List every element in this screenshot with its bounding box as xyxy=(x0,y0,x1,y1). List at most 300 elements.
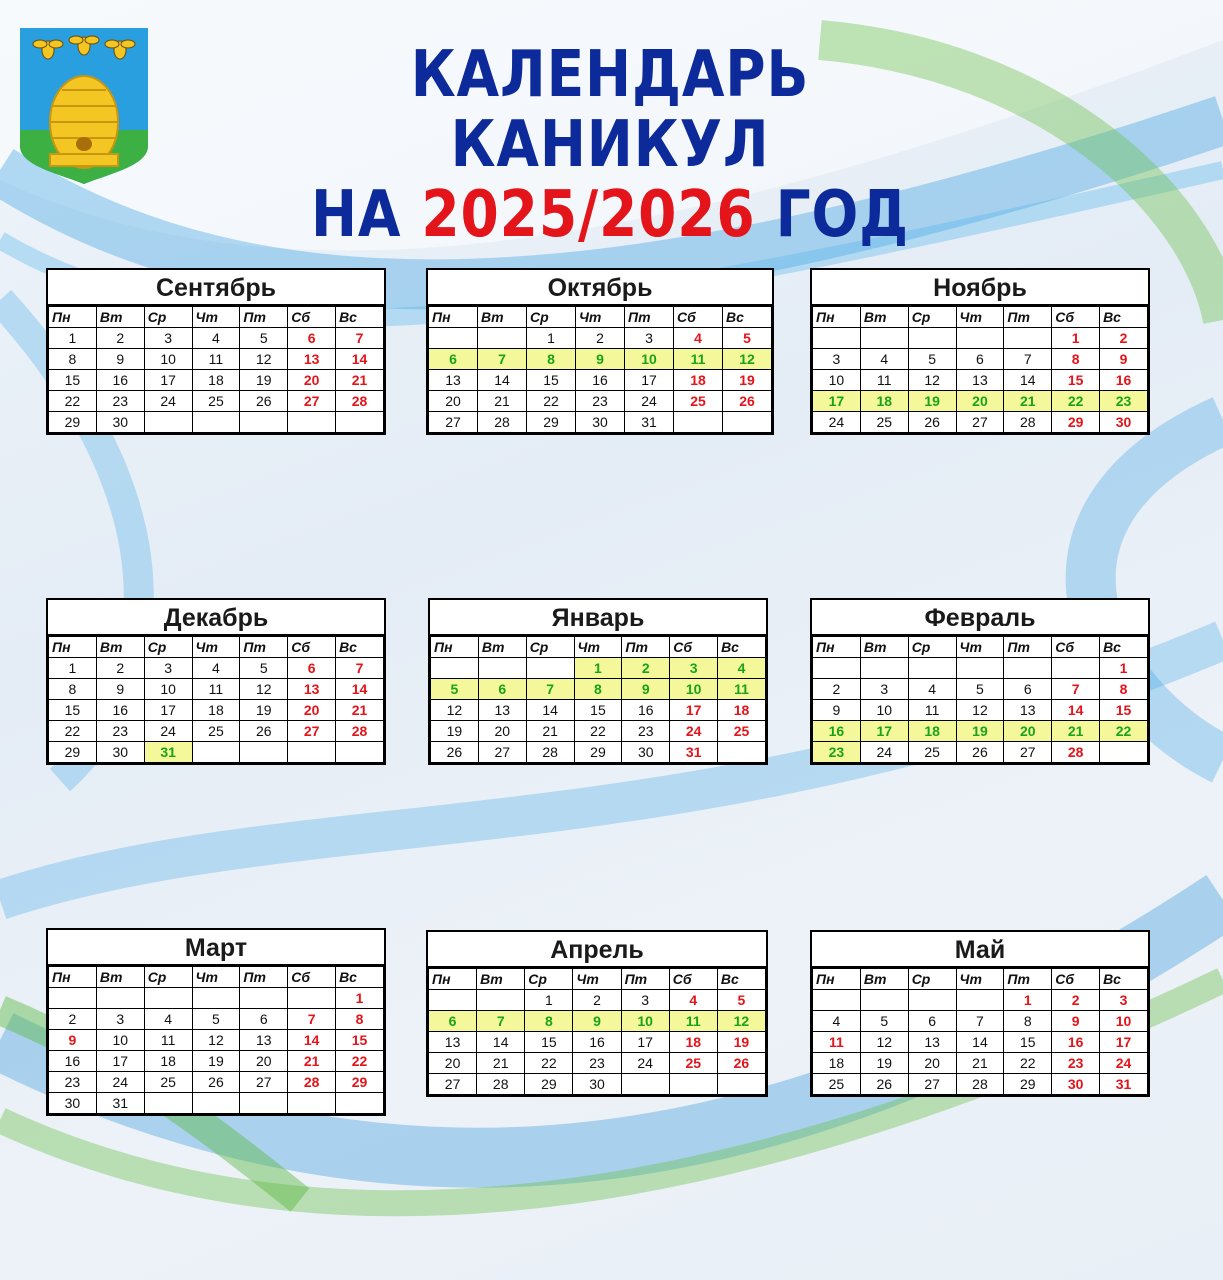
day-cell: 19 xyxy=(240,370,288,391)
day-cell: 23 xyxy=(1052,1053,1100,1074)
week-row xyxy=(49,349,384,370)
month-grid xyxy=(812,636,1148,763)
day-cell: 27 xyxy=(429,412,478,433)
day-cell: 25 xyxy=(674,391,723,412)
weekday-header: Ср xyxy=(144,637,192,658)
day-cell: 9 xyxy=(622,679,670,700)
day-cell xyxy=(1100,742,1148,763)
day-cell: 11 xyxy=(908,700,956,721)
weekday-header: Вс xyxy=(336,307,384,328)
day-cell: 11 xyxy=(192,349,240,370)
weekday-header: Ср xyxy=(526,637,574,658)
day-cell: 7 xyxy=(478,349,527,370)
day-cell: 4 xyxy=(144,1009,192,1030)
day-cell: 21 xyxy=(336,370,384,391)
day-cell xyxy=(477,990,525,1011)
day-cell: 27 xyxy=(240,1072,288,1093)
week-row xyxy=(49,721,384,742)
day-cell: 13 xyxy=(429,370,478,391)
month-name: Сентябрь xyxy=(48,270,384,306)
day-cell xyxy=(192,1093,240,1114)
day-cell xyxy=(860,328,908,349)
day-cell xyxy=(1004,658,1052,679)
day-cell: 24 xyxy=(144,721,192,742)
day-cell xyxy=(144,412,192,433)
day-cell xyxy=(192,988,240,1009)
day-cell: 7 xyxy=(956,1011,1004,1032)
day-cell: 27 xyxy=(288,391,336,412)
day-cell xyxy=(813,328,861,349)
day-cell: 27 xyxy=(1004,742,1052,763)
day-cell: 5 xyxy=(908,349,956,370)
day-cell: 16 xyxy=(622,700,670,721)
day-cell: 19 xyxy=(192,1051,240,1072)
month-name: Октябрь xyxy=(428,270,772,306)
day-cell: 24 xyxy=(625,391,674,412)
day-cell: 1 xyxy=(525,990,573,1011)
weekday-header: Пн xyxy=(429,307,478,328)
week-row xyxy=(431,721,766,742)
week-row xyxy=(431,700,766,721)
day-cell: 11 xyxy=(718,679,766,700)
day-cell: 16 xyxy=(96,370,144,391)
weekday-header: Ср xyxy=(525,969,573,990)
day-cell: 22 xyxy=(336,1051,384,1072)
day-cell xyxy=(240,742,288,763)
day-cell xyxy=(526,658,574,679)
day-cell: 27 xyxy=(478,742,526,763)
day-cell: 7 xyxy=(336,328,384,349)
day-cell: 9 xyxy=(96,679,144,700)
weekday-header: Вт xyxy=(860,969,908,990)
week-row xyxy=(813,658,1148,679)
day-cell: 26 xyxy=(908,412,956,433)
day-cell: 21 xyxy=(477,1053,525,1074)
weekday-header: Сб xyxy=(1052,307,1100,328)
day-cell: 26 xyxy=(431,742,479,763)
day-cell: 21 xyxy=(526,721,574,742)
month-grid xyxy=(48,636,384,763)
day-cell: 10 xyxy=(621,1011,669,1032)
weekday-header: Ср xyxy=(908,307,956,328)
day-cell: 26 xyxy=(860,1074,908,1095)
day-cell: 10 xyxy=(1100,1011,1148,1032)
day-cell: 12 xyxy=(908,370,956,391)
weekday-header: Чт xyxy=(573,969,621,990)
day-cell: 2 xyxy=(573,990,621,1011)
month-grid xyxy=(428,968,766,1095)
day-cell: 27 xyxy=(908,1074,956,1095)
day-cell xyxy=(192,412,240,433)
day-cell: 26 xyxy=(717,1053,765,1074)
week-row xyxy=(813,412,1148,433)
day-cell: 22 xyxy=(1052,391,1100,412)
day-cell: 25 xyxy=(908,742,956,763)
day-cell: 3 xyxy=(670,658,718,679)
day-cell: 1 xyxy=(1052,328,1100,349)
title-prefix: НА xyxy=(310,178,422,252)
day-cell: 2 xyxy=(1052,990,1100,1011)
day-cell xyxy=(478,658,526,679)
day-cell: 17 xyxy=(1100,1032,1148,1053)
day-cell: 17 xyxy=(670,700,718,721)
day-cell: 3 xyxy=(144,658,192,679)
day-cell: 15 xyxy=(574,700,622,721)
day-cell: 30 xyxy=(96,412,144,433)
day-cell xyxy=(813,990,861,1011)
day-cell: 23 xyxy=(813,742,861,763)
day-cell: 6 xyxy=(478,679,526,700)
day-cell: 14 xyxy=(1052,700,1100,721)
day-cell xyxy=(336,742,384,763)
day-cell: 28 xyxy=(478,412,527,433)
day-cell: 30 xyxy=(96,742,144,763)
day-cell xyxy=(336,1093,384,1114)
day-cell xyxy=(192,742,240,763)
weekday-header: Вт xyxy=(96,967,144,988)
day-cell: 7 xyxy=(1004,349,1052,370)
day-cell: 2 xyxy=(813,679,861,700)
week-row xyxy=(49,1072,384,1093)
day-cell: 27 xyxy=(429,1074,477,1095)
day-cell: 13 xyxy=(288,349,336,370)
day-cell: 24 xyxy=(96,1072,144,1093)
day-cell: 23 xyxy=(576,391,625,412)
day-cell: 13 xyxy=(429,1032,477,1053)
day-cell: 20 xyxy=(956,391,1004,412)
day-cell: 29 xyxy=(49,412,97,433)
day-cell xyxy=(240,1093,288,1114)
day-cell: 28 xyxy=(288,1072,336,1093)
weekday-header: Вс xyxy=(723,307,772,328)
month-grid xyxy=(48,966,384,1114)
day-cell: 26 xyxy=(240,391,288,412)
day-cell xyxy=(144,988,192,1009)
day-cell: 1 xyxy=(1100,658,1148,679)
day-cell: 1 xyxy=(1004,990,1052,1011)
day-cell: 16 xyxy=(576,370,625,391)
page-title xyxy=(257,40,962,250)
week-row xyxy=(429,370,772,391)
month-calendar xyxy=(428,598,768,765)
day-cell: 11 xyxy=(192,679,240,700)
day-cell: 31 xyxy=(144,742,192,763)
day-cell: 14 xyxy=(336,349,384,370)
day-cell: 12 xyxy=(717,1011,765,1032)
day-cell: 18 xyxy=(860,391,908,412)
day-cell: 1 xyxy=(49,328,97,349)
day-cell: 2 xyxy=(49,1009,97,1030)
day-cell: 21 xyxy=(288,1051,336,1072)
title-year: 2025/2026 xyxy=(421,178,756,252)
day-cell xyxy=(288,1093,336,1114)
day-cell: 20 xyxy=(478,721,526,742)
day-cell: 4 xyxy=(192,328,240,349)
month-grid xyxy=(812,968,1148,1095)
week-row xyxy=(49,658,384,679)
day-cell: 10 xyxy=(813,370,861,391)
weekday-header: Пт xyxy=(240,967,288,988)
day-cell: 17 xyxy=(813,391,861,412)
weekday-header: Пн xyxy=(813,637,861,658)
weekday-header: Сб xyxy=(288,967,336,988)
day-cell: 17 xyxy=(621,1032,669,1053)
weekday-header: Вс xyxy=(1100,637,1148,658)
day-cell: 29 xyxy=(1052,412,1100,433)
day-cell: 16 xyxy=(96,700,144,721)
weekday-header: Пн xyxy=(49,967,97,988)
day-cell: 16 xyxy=(1052,1032,1100,1053)
day-cell: 3 xyxy=(1100,990,1148,1011)
day-cell: 23 xyxy=(96,721,144,742)
day-cell: 18 xyxy=(144,1051,192,1072)
weekday-header: Вт xyxy=(477,969,525,990)
month-grid xyxy=(430,636,766,763)
week-row xyxy=(429,1053,766,1074)
weekday-header: Вт xyxy=(96,307,144,328)
day-cell: 15 xyxy=(525,1032,573,1053)
day-cell: 20 xyxy=(288,700,336,721)
day-cell: 13 xyxy=(956,370,1004,391)
day-cell: 27 xyxy=(956,412,1004,433)
day-cell: 7 xyxy=(526,679,574,700)
day-cell: 28 xyxy=(336,391,384,412)
day-cell: 21 xyxy=(1052,721,1100,742)
day-cell: 16 xyxy=(1100,370,1148,391)
day-cell: 2 xyxy=(96,658,144,679)
day-cell: 5 xyxy=(240,328,288,349)
day-cell: 18 xyxy=(718,700,766,721)
day-cell: 28 xyxy=(1052,742,1100,763)
day-cell: 5 xyxy=(717,990,765,1011)
day-cell: 3 xyxy=(96,1009,144,1030)
day-cell xyxy=(723,412,772,433)
day-cell xyxy=(1052,658,1100,679)
day-cell: 24 xyxy=(860,742,908,763)
day-cell xyxy=(621,1074,669,1095)
day-cell: 31 xyxy=(670,742,718,763)
week-row xyxy=(431,679,766,700)
day-cell: 14 xyxy=(336,679,384,700)
day-cell: 3 xyxy=(813,349,861,370)
week-row xyxy=(429,990,766,1011)
day-cell: 28 xyxy=(336,721,384,742)
day-cell: 6 xyxy=(956,349,1004,370)
day-cell: 24 xyxy=(813,412,861,433)
day-cell: 24 xyxy=(670,721,718,742)
weekday-header: Пт xyxy=(625,307,674,328)
day-cell: 18 xyxy=(908,721,956,742)
day-cell: 16 xyxy=(813,721,861,742)
week-row xyxy=(49,412,384,433)
month-name: Май xyxy=(812,932,1148,968)
week-row xyxy=(813,1074,1148,1095)
day-cell: 30 xyxy=(49,1093,97,1114)
day-cell: 12 xyxy=(860,1032,908,1053)
day-cell xyxy=(956,658,1004,679)
day-cell: 10 xyxy=(670,679,718,700)
week-row xyxy=(49,1030,384,1051)
weekday-header: Чт xyxy=(192,967,240,988)
day-cell: 1 xyxy=(574,658,622,679)
day-cell: 8 xyxy=(336,1009,384,1030)
day-cell xyxy=(674,412,723,433)
weekday-header: Чт xyxy=(576,307,625,328)
day-cell: 19 xyxy=(240,700,288,721)
day-cell: 28 xyxy=(1004,412,1052,433)
weekday-header: Пн xyxy=(429,969,477,990)
day-cell: 14 xyxy=(526,700,574,721)
day-cell: 20 xyxy=(288,370,336,391)
weekday-header: Пт xyxy=(622,637,670,658)
month-calendar xyxy=(46,268,386,435)
day-cell: 16 xyxy=(49,1051,97,1072)
week-row xyxy=(429,412,772,433)
day-cell: 4 xyxy=(192,658,240,679)
day-cell: 23 xyxy=(622,721,670,742)
weekday-header: Вт xyxy=(96,637,144,658)
day-cell xyxy=(144,1093,192,1114)
day-cell: 15 xyxy=(1100,700,1148,721)
week-row xyxy=(49,328,384,349)
day-cell xyxy=(908,658,956,679)
week-row xyxy=(431,658,766,679)
week-row xyxy=(813,700,1148,721)
week-row xyxy=(813,391,1148,412)
day-cell: 20 xyxy=(240,1051,288,1072)
day-cell xyxy=(288,412,336,433)
week-row xyxy=(429,1032,766,1053)
week-row xyxy=(49,370,384,391)
day-cell: 31 xyxy=(625,412,674,433)
weekday-header: Ср xyxy=(144,967,192,988)
day-cell xyxy=(1004,328,1052,349)
day-cell: 10 xyxy=(144,349,192,370)
month-calendar xyxy=(426,930,768,1097)
weekday-header: Ср xyxy=(908,969,956,990)
day-cell: 20 xyxy=(908,1053,956,1074)
day-cell xyxy=(717,1074,765,1095)
day-cell: 26 xyxy=(240,721,288,742)
day-cell: 31 xyxy=(96,1093,144,1114)
day-cell: 16 xyxy=(573,1032,621,1053)
weekday-header: Вт xyxy=(860,637,908,658)
day-cell: 9 xyxy=(573,1011,621,1032)
week-row xyxy=(49,679,384,700)
day-cell: 25 xyxy=(192,721,240,742)
month-name: Апрель xyxy=(428,932,766,968)
title-suffix: ГОД xyxy=(755,178,910,252)
day-cell: 22 xyxy=(527,391,576,412)
day-cell: 5 xyxy=(240,658,288,679)
day-cell: 15 xyxy=(49,370,97,391)
day-cell: 22 xyxy=(525,1053,573,1074)
day-cell: 12 xyxy=(723,349,772,370)
weekday-header: Пн xyxy=(49,637,97,658)
day-cell: 21 xyxy=(1004,391,1052,412)
day-cell: 29 xyxy=(49,742,97,763)
month-grid xyxy=(48,306,384,433)
day-cell: 12 xyxy=(240,679,288,700)
day-cell xyxy=(860,658,908,679)
month-calendar xyxy=(810,268,1150,435)
day-cell: 8 xyxy=(1100,679,1148,700)
weekday-header: Ср xyxy=(908,637,956,658)
weekday-header: Вс xyxy=(717,969,765,990)
month-name: Ноябрь xyxy=(812,270,1148,306)
day-cell: 21 xyxy=(336,700,384,721)
day-cell: 3 xyxy=(621,990,669,1011)
day-cell: 10 xyxy=(144,679,192,700)
weekday-header: Чт xyxy=(574,637,622,658)
weekday-header: Вс xyxy=(1100,307,1148,328)
day-cell: 11 xyxy=(144,1030,192,1051)
week-row xyxy=(49,1093,384,1114)
day-cell: 29 xyxy=(527,412,576,433)
week-row xyxy=(813,349,1148,370)
day-cell: 13 xyxy=(1004,700,1052,721)
day-cell: 19 xyxy=(431,721,479,742)
day-cell: 21 xyxy=(956,1053,1004,1074)
day-cell: 9 xyxy=(96,349,144,370)
month-grid xyxy=(812,306,1148,433)
day-cell: 22 xyxy=(574,721,622,742)
day-cell: 19 xyxy=(908,391,956,412)
day-cell: 25 xyxy=(860,412,908,433)
day-cell: 27 xyxy=(288,721,336,742)
week-row xyxy=(813,328,1148,349)
week-row xyxy=(813,1053,1148,1074)
day-cell: 2 xyxy=(576,328,625,349)
weekday-header: Пт xyxy=(621,969,669,990)
day-cell: 29 xyxy=(336,1072,384,1093)
month-calendar xyxy=(46,928,386,1116)
day-cell: 12 xyxy=(240,349,288,370)
weekday-header: Пт xyxy=(240,637,288,658)
day-cell: 8 xyxy=(1052,349,1100,370)
week-row xyxy=(813,1011,1148,1032)
day-cell: 31 xyxy=(1100,1074,1148,1095)
day-cell: 23 xyxy=(96,391,144,412)
day-cell: 9 xyxy=(1052,1011,1100,1032)
day-cell: 3 xyxy=(144,328,192,349)
day-cell xyxy=(429,990,477,1011)
day-cell: 6 xyxy=(288,658,336,679)
weekday-header: Вс xyxy=(336,637,384,658)
day-cell: 8 xyxy=(527,349,576,370)
weekday-header: Ср xyxy=(144,307,192,328)
month-name: Декабрь xyxy=(48,600,384,636)
weekday-header: Ср xyxy=(527,307,576,328)
weekday-header: Вт xyxy=(478,307,527,328)
day-cell: 22 xyxy=(1004,1053,1052,1074)
day-cell: 9 xyxy=(49,1030,97,1051)
day-cell: 14 xyxy=(477,1032,525,1053)
weekday-header: Чт xyxy=(956,307,1004,328)
day-cell: 9 xyxy=(1100,349,1148,370)
day-cell: 5 xyxy=(192,1009,240,1030)
day-cell: 9 xyxy=(813,700,861,721)
day-cell: 23 xyxy=(573,1053,621,1074)
day-cell: 25 xyxy=(192,391,240,412)
day-cell: 30 xyxy=(573,1074,621,1095)
day-cell: 5 xyxy=(723,328,772,349)
title-line-1: КАЛЕНДАРЬ КАНИКУЛ xyxy=(410,38,810,182)
day-cell: 1 xyxy=(49,658,97,679)
day-cell: 25 xyxy=(718,721,766,742)
weekday-header: Сб xyxy=(669,969,717,990)
day-cell: 4 xyxy=(860,349,908,370)
